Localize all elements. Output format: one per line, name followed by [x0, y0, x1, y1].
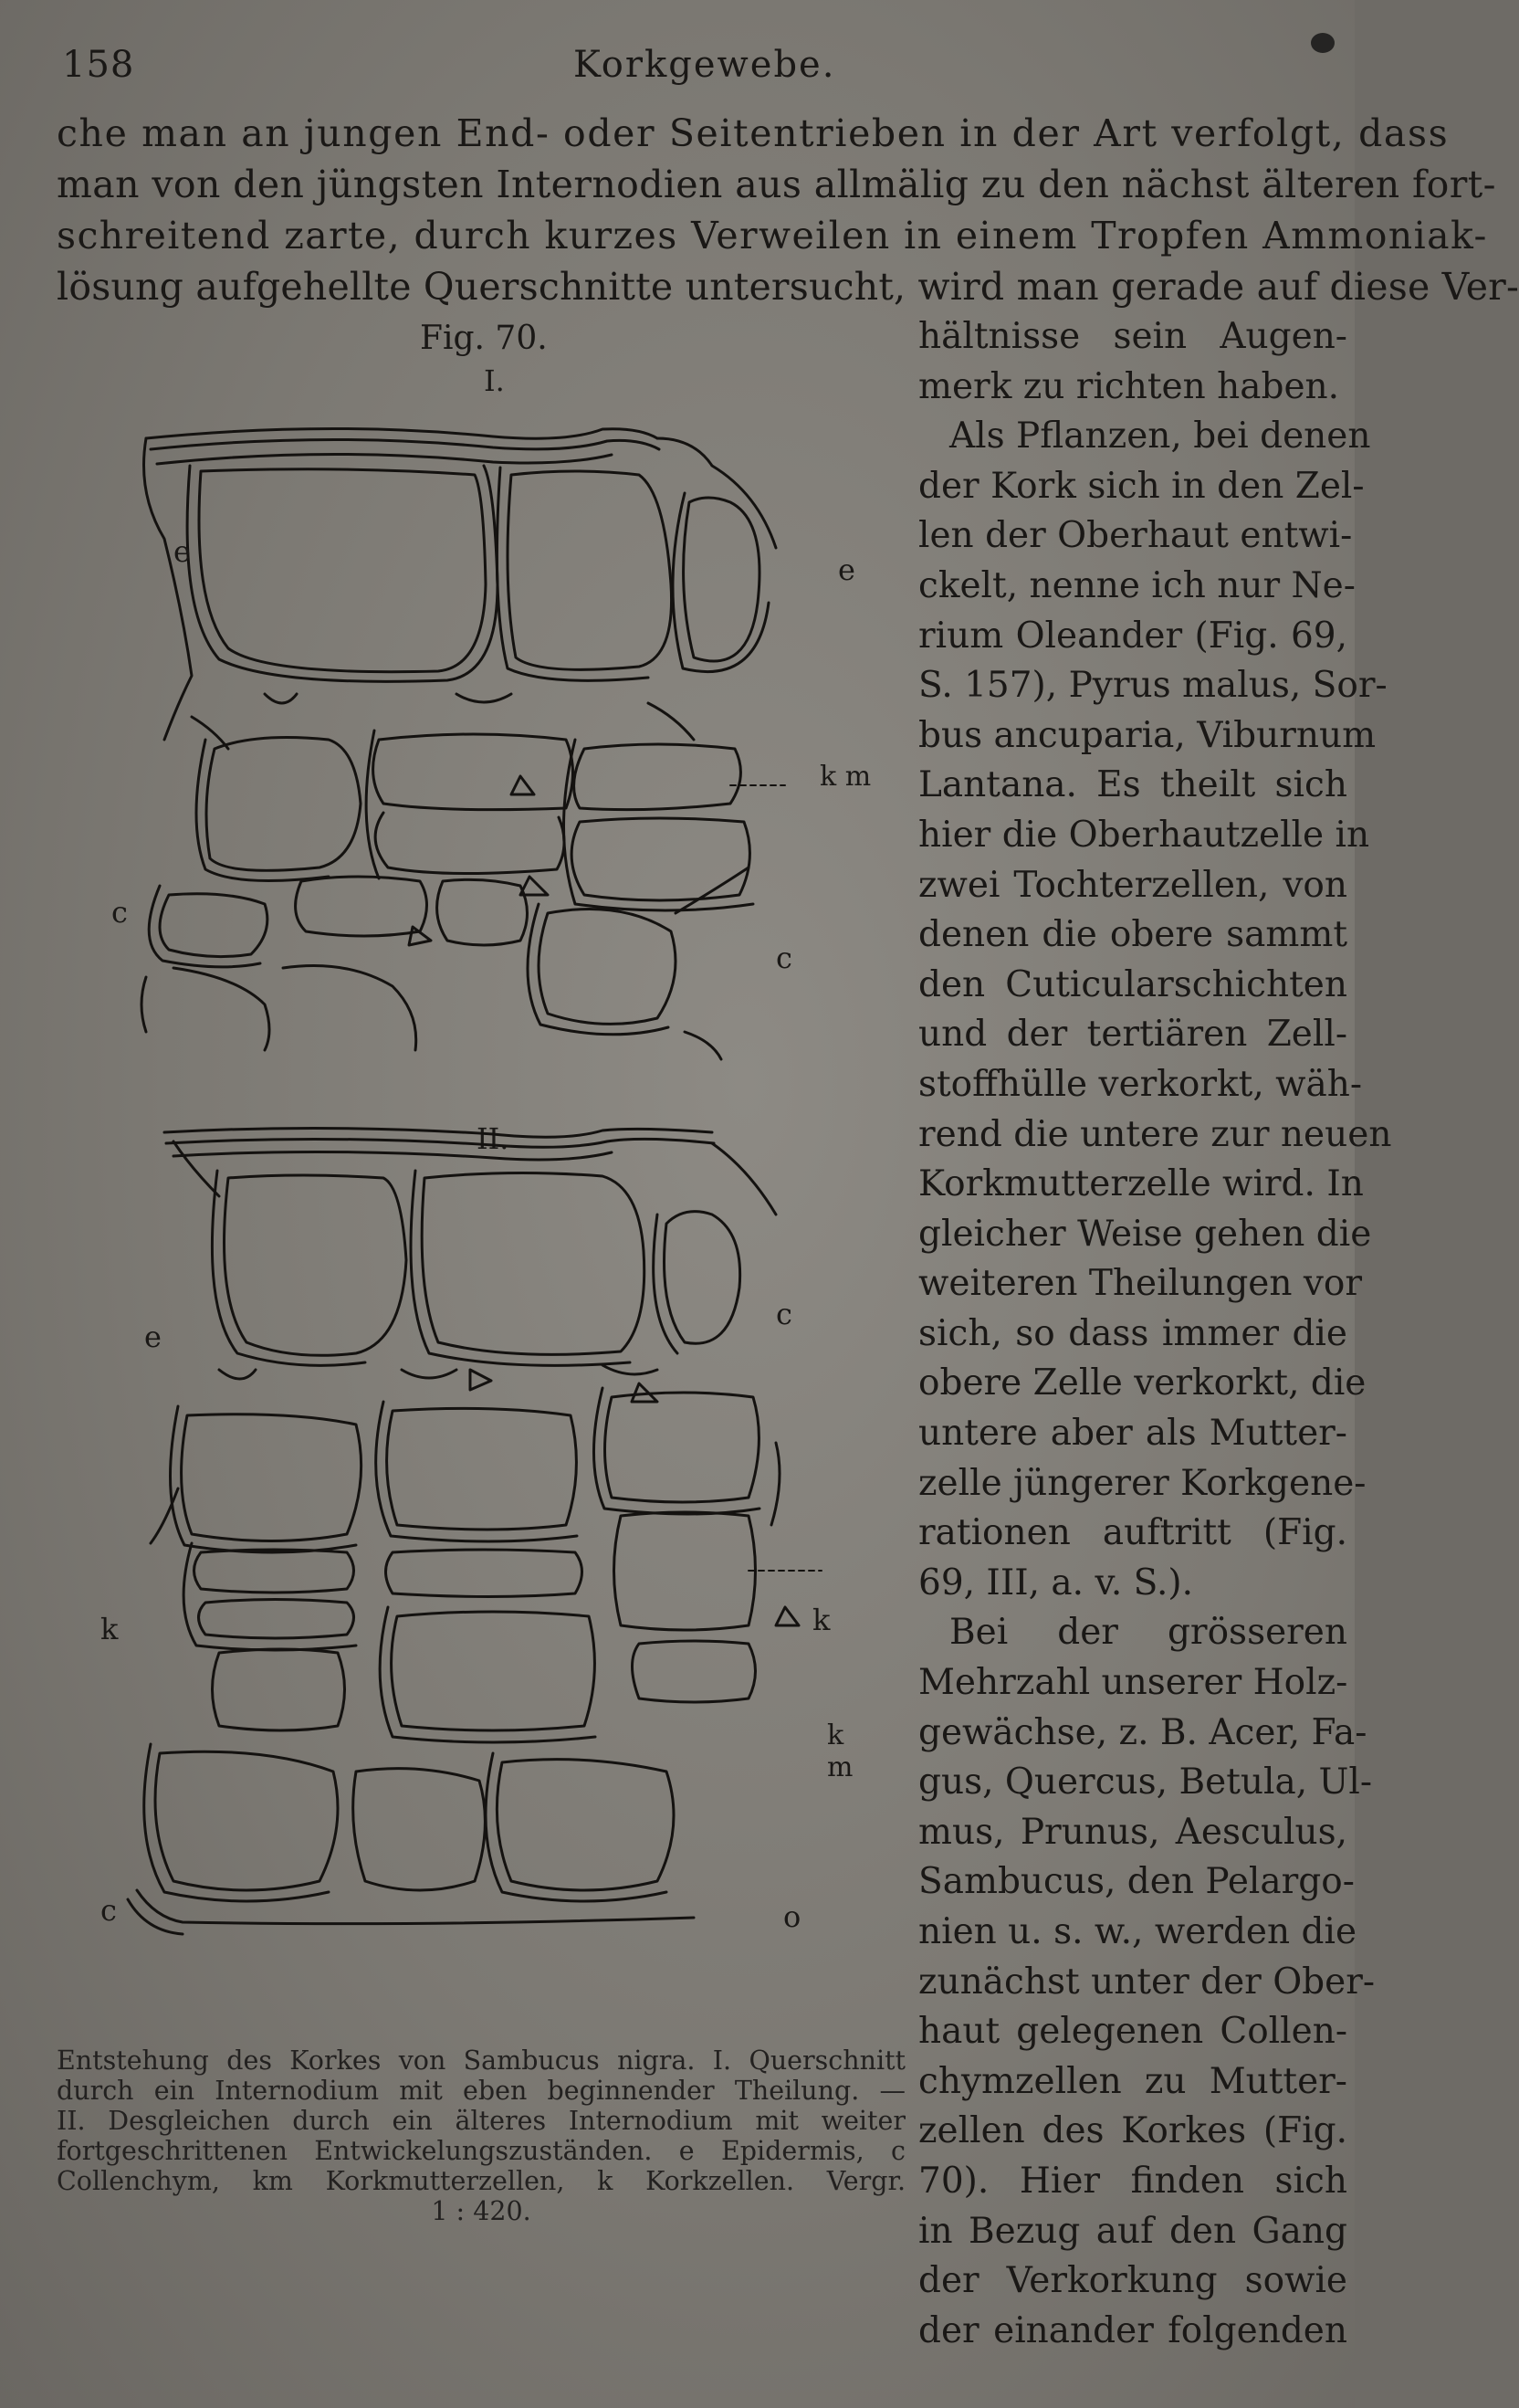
label-km-i: k m [820, 761, 872, 793]
diagram-ii [128, 1128, 822, 1934]
label-kork-left-ii: k [100, 1612, 119, 1646]
text-line: che man an jungen End- oder Seitentrieben in der Art verfolgt, dass [57, 111, 1450, 155]
text-line: man von den jüngsten Internodien aus allmälig zu den nächst älteren fort- [57, 163, 1496, 206]
body-text-full-width [57, 108, 1519, 312]
text-line: denen die obere sammt [918, 914, 1347, 956]
text-line: 69, III, a. v. S.). [918, 1562, 1194, 1604]
text-line: schreitend zarte, durch kurzes Verweilen in einem Tropfen Ammoniak- [57, 214, 1488, 258]
text-line: gleicher Weise gehen die [918, 1213, 1372, 1255]
diagram-i [141, 428, 785, 1059]
text-line: bus ancuparia, Viburnum [918, 714, 1377, 756]
label-collenchym-right-ii: o [783, 1899, 801, 1934]
body-text-right-column [918, 312, 1392, 2356]
text-line: Sambucus, den Pelargo- [918, 1861, 1355, 1903]
text-line: den Cuticularschichten [918, 963, 1347, 1005]
label-epidermis-left-i: e [173, 534, 191, 569]
label-epidermis-right-i: e [838, 552, 855, 587]
text-line: der Verkorkung sowie [918, 2260, 1347, 2302]
text-line: merk zu richten haben. [918, 365, 1340, 407]
text-line: in Bezug auf den Gang [918, 2210, 1347, 2252]
ink-blot [1311, 33, 1335, 53]
text-line: nien u. s. w., werden die [918, 1911, 1357, 1952]
text-line: Mehrzahl unserer Holz- [918, 1662, 1348, 1704]
figure-title: Fig. 70. [420, 320, 548, 357]
text-line: der einander folgenden [918, 2309, 1347, 2351]
text-line: und der tertiären Zell- [918, 1014, 1347, 1056]
text-line: haut gelegenen Collen- [918, 2011, 1347, 2053]
text-line: rationen auftritt (Fig. [918, 1512, 1347, 1554]
label-collenchym-left-i: c [111, 895, 128, 930]
text-line: gus, Quercus, Betula, Ul- [918, 1761, 1373, 1803]
text-line: hältnisse sein Augen- [918, 316, 1347, 357]
figure-part-label-ii: II. [477, 1121, 509, 1156]
text-line: rium Oleander (Fig. 69, [918, 615, 1347, 657]
text-line: 70). Hier finden sich [918, 2160, 1347, 2202]
figure-70 [55, 310, 876, 2000]
label-kork-right-ii: k [812, 1603, 831, 1637]
text-line: Korkmutterzelle wird. In [918, 1163, 1364, 1205]
page-header [62, 44, 1300, 99]
figure-caption [57, 2045, 906, 2226]
page-number: 158 [62, 44, 135, 86]
text-line: untere aber als Mutter- [918, 1413, 1347, 1455]
label-km-ii: k m [827, 1719, 854, 1783]
caption-line: Collenchym, km Korkmutterzellen, k Korkzellen. Vergr. [57, 2166, 906, 2196]
text-line: hier die Oberhautzelle in [918, 814, 1370, 856]
text-line: zwei Tochterzellen, von [918, 864, 1347, 906]
running-head: Korkgewebe. [573, 44, 836, 86]
text-line: Bei der grösseren [949, 1612, 1347, 1654]
figure-part-label-i: I. [484, 363, 505, 398]
caption-line: fortgeschrittenen Entwickelungszuständen. e Epidermis, c [57, 2136, 906, 2166]
text-line: lösung aufgehellte Querschnitte untersucht, wird man gerade auf diese Ver- [57, 265, 1519, 309]
text-line: zelle jüngerer Korkgene- [918, 1462, 1367, 1504]
label-epidermis-right-ii: c [776, 1297, 792, 1331]
text-line: stoffhülle verkorkt, wäh- [918, 1063, 1363, 1105]
caption-line: Entstehung des Korkes von Sambucus nigra. I. Querschnitt [57, 2045, 906, 2076]
text-line: chymzellen zu Mutter- [918, 2060, 1347, 2102]
caption-line: durch ein Internodium mit eben beginnender Theilung. — [57, 2076, 906, 2106]
label-collenchym-right-i: c [776, 941, 792, 975]
caption-last-line: 1 : 420. [431, 2196, 531, 2226]
caption-line: II. Desgleichen durch ein älteres Internodium mit weiter [57, 2106, 906, 2136]
text-line: zunächst unter der Ober- [918, 1961, 1376, 2003]
label-collenchym-left-ii: c [100, 1893, 117, 1928]
label-epidermis-left-ii: e [144, 1320, 162, 1354]
text-line: Als Pflanzen, bei denen [949, 415, 1371, 457]
text-line: len der Oberhaut entwi- [918, 515, 1353, 557]
text-line: sich, so dass immer die [918, 1312, 1347, 1354]
text-line: obere Zelle verkorkt, die [918, 1362, 1367, 1404]
text-line: S. 157), Pyrus malus, Sor- [918, 665, 1388, 707]
text-line: gewächse, z. B. Acer, Fa- [918, 1711, 1367, 1753]
text-line: der Kork sich in den Zel- [918, 465, 1365, 507]
text-line: Lantana. Es theilt sich [918, 764, 1347, 806]
text-line: zellen des Korkes (Fig. [918, 2110, 1347, 2152]
text-line: mus, Prunus, Aesculus, [918, 1811, 1347, 1853]
text-line: weiteren Theilungen vor [918, 1263, 1363, 1305]
text-line: ckelt, nenne ich nur Ne- [918, 564, 1356, 606]
text-line: rend die untere zur neuen [918, 1113, 1392, 1155]
